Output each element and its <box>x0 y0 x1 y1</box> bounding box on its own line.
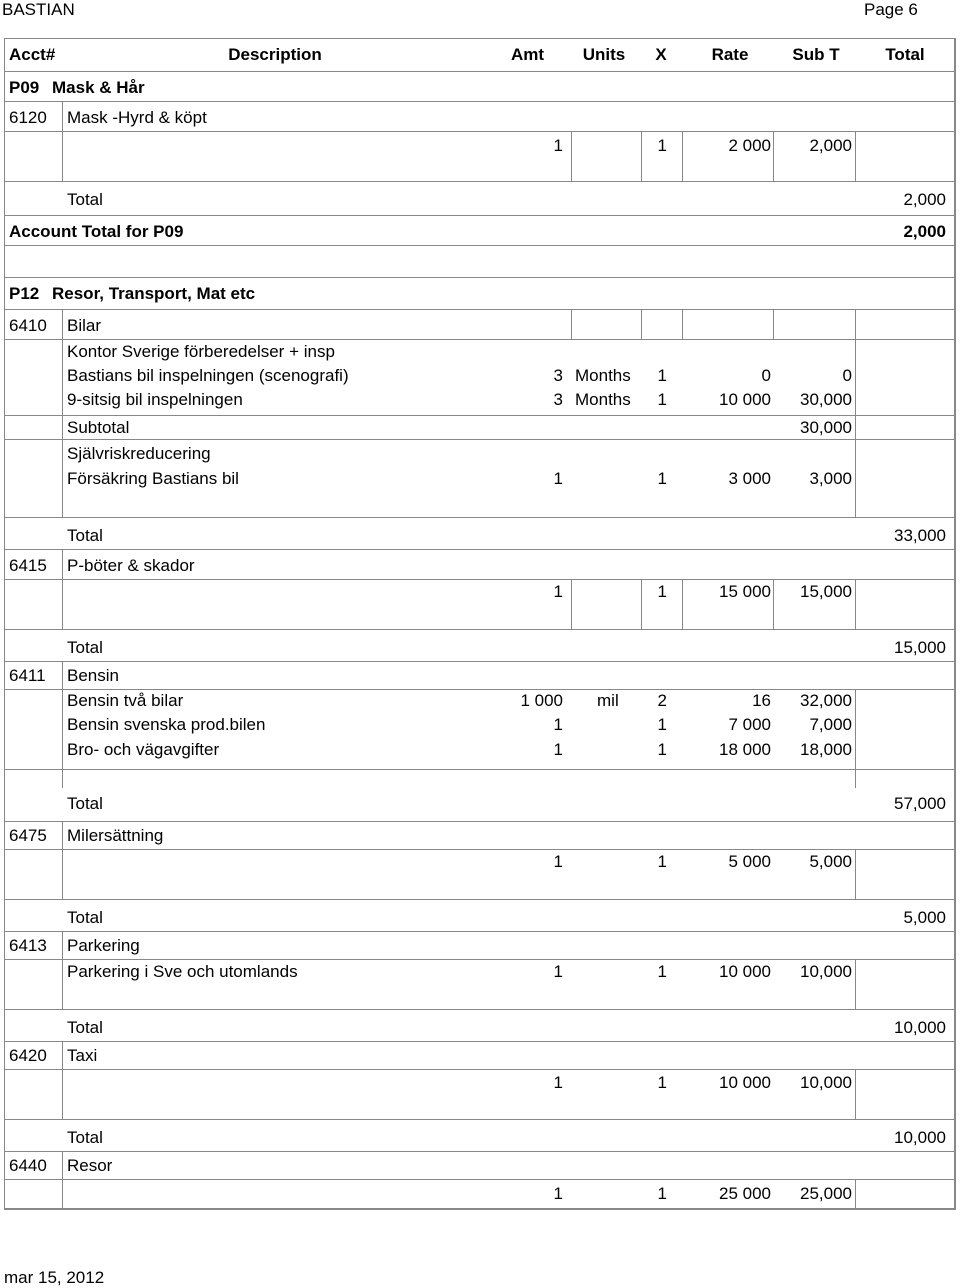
line-amt: 1 <box>553 469 563 488</box>
line-amt: 1 <box>553 715 563 734</box>
page-number: Page 6 <box>864 0 918 19</box>
line-items-box <box>5 131 954 181</box>
subtotal-label: Subtotal <box>67 418 130 437</box>
account-name: Bensin <box>67 666 119 685</box>
account-row <box>5 931 954 959</box>
account-number: 6420 <box>9 1046 47 1065</box>
line-items-box <box>5 1069 954 1119</box>
line-amt: 3 <box>553 390 563 409</box>
line-subtotal: 10,000 <box>800 1073 852 1092</box>
line-items-box <box>5 439 954 517</box>
account-total-label: Total <box>67 1018 103 1037</box>
line-rate: 7 000 <box>728 715 771 734</box>
line-description: Kontor Sverige förberedelser + insp <box>67 342 335 361</box>
line-description: Självriskreducering <box>67 444 211 463</box>
line-rate: 10 000 <box>719 962 771 981</box>
line-rate: 3 000 <box>728 469 771 488</box>
account-total-value: 33,000 <box>894 526 946 545</box>
line-x: 1 <box>657 1184 667 1203</box>
account-row <box>5 549 954 579</box>
account-total-value: 15,000 <box>894 638 946 657</box>
line-subtotal: 15,000 <box>800 582 852 601</box>
group-code: P12 <box>9 284 40 303</box>
subtotal-value: 30,000 <box>800 418 852 437</box>
column-header-row <box>5 39 954 71</box>
line-units: mil <box>597 691 619 710</box>
group-name: Resor, Transport, Mat etc <box>52 284 256 303</box>
account-number: 6120 <box>9 108 47 127</box>
account-total-row <box>5 181 954 215</box>
line-amt: 1 <box>553 962 563 981</box>
account-total-label: Total <box>67 794 103 813</box>
line-subtotal: 7,000 <box>809 715 852 734</box>
line-description: Bensin svenska prod.bilen <box>67 715 266 734</box>
account-number: 6413 <box>9 936 47 955</box>
line-amt: 1 <box>553 1184 563 1203</box>
account-total-value: 5,000 <box>903 908 946 927</box>
line-x: 1 <box>657 715 667 734</box>
print-date: mar 15, 2012 <box>4 1268 105 1287</box>
account-row <box>5 1151 954 1179</box>
spacer-row <box>5 245 954 277</box>
column-header-x: X <box>655 45 667 64</box>
account-total-label: Total <box>67 190 103 209</box>
group-total-row <box>5 215 954 245</box>
column-header-amt: Amt <box>510 45 545 64</box>
line-amt: 1 000 <box>520 691 563 710</box>
column-header-rate: Rate <box>711 45 749 64</box>
account-total-value: 2,000 <box>903 190 946 209</box>
line-items-box <box>5 579 954 629</box>
line-rate: 5 000 <box>728 852 771 871</box>
account-total-row <box>5 769 954 821</box>
line-amt: 1 <box>553 852 563 871</box>
account-row <box>5 101 954 131</box>
line-x: 1 <box>657 1073 667 1092</box>
group-total-value: 2,000 <box>903 222 946 241</box>
line-items-box <box>5 1179 954 1209</box>
line-rate: 18 000 <box>719 740 771 759</box>
column-header-units: Units <box>582 45 626 64</box>
line-subtotal: 0 <box>842 366 852 385</box>
column-header-description: Description <box>228 45 322 64</box>
account-name: Resor <box>67 1156 113 1175</box>
line-rate: 15 000 <box>719 582 771 601</box>
account-total-value: 10,000 <box>894 1018 946 1037</box>
line-rate: 10 000 <box>719 1073 771 1092</box>
budget-sheet <box>4 38 956 1210</box>
line-subtotal: 2,000 <box>809 136 852 155</box>
line-description: 9-sitsig bil inspelningen <box>67 390 243 409</box>
line-subtotal: 5,000 <box>809 852 852 871</box>
group-header <box>5 71 954 101</box>
account-name: Mask -Hyrd & köpt <box>67 108 207 127</box>
account-name: Milersättning <box>67 826 164 845</box>
group-code: P09 <box>9 78 40 97</box>
group-header <box>5 277 954 309</box>
line-x: 1 <box>657 852 667 871</box>
account-name: P-böter & skador <box>67 556 195 575</box>
line-items-box <box>5 849 954 899</box>
line-amt: 1 <box>553 582 563 601</box>
account-total-value: 10,000 <box>894 1128 946 1147</box>
group-total-label: Account Total for P09 <box>9 222 184 241</box>
account-total-label: Total <box>67 638 103 657</box>
document-title: BASTIAN <box>2 0 75 19</box>
account-total-label: Total <box>67 526 103 545</box>
account-row <box>5 1041 954 1069</box>
line-amt: 1 <box>553 740 563 759</box>
account-number: 6411 <box>9 666 46 685</box>
line-subtotal: 32,000 <box>800 691 852 710</box>
line-rate: 0 <box>761 366 771 385</box>
line-subtotal: 10,000 <box>800 962 852 981</box>
account-total-row <box>5 1009 954 1041</box>
account-name: Parkering <box>67 936 140 955</box>
account-name: Bilar <box>67 316 102 335</box>
line-amt: 1 <box>553 136 563 155</box>
account-total-value: 57,000 <box>894 794 946 813</box>
line-amt: 1 <box>553 1073 563 1092</box>
line-subtotal: 25,000 <box>800 1184 852 1203</box>
column-header-total: Total <box>885 45 925 64</box>
line-description: Parkering i Sve och utomlands <box>67 962 298 981</box>
line-items-box <box>5 689 954 769</box>
account-row <box>5 309 954 339</box>
line-description: Bro- och vägavgifter <box>67 740 220 759</box>
line-units: Months <box>575 390 631 409</box>
account-number: 6440 <box>9 1156 47 1175</box>
account-name: Taxi <box>67 1046 98 1065</box>
line-amt: 3 <box>553 366 563 385</box>
line-x: 1 <box>657 136 667 155</box>
line-x: 1 <box>657 469 667 488</box>
line-x: 1 <box>657 962 667 981</box>
line-items-box <box>5 959 954 1009</box>
line-rate: 25 000 <box>719 1184 771 1203</box>
account-total-row <box>5 899 954 931</box>
line-subtotal: 3,000 <box>809 469 852 488</box>
line-description: Bastians bil inspelningen (scenografi) <box>67 366 349 385</box>
line-x: 1 <box>657 740 667 759</box>
account-total-label: Total <box>67 908 103 927</box>
line-rate: 2 000 <box>728 136 771 155</box>
account-row <box>5 821 954 849</box>
column-header-subt: Sub T <box>792 45 840 64</box>
line-units: Months <box>575 366 631 385</box>
line-x: 1 <box>657 390 667 409</box>
account-row <box>5 661 954 689</box>
account-total-row <box>5 1119 954 1151</box>
line-rate: 16 <box>752 691 771 710</box>
account-total-row <box>5 629 954 661</box>
line-items-box <box>5 339 954 415</box>
group-name: Mask & Hår <box>52 78 145 97</box>
line-subtotal: 18,000 <box>800 740 852 759</box>
account-total-label: Total <box>67 1128 103 1147</box>
account-total-row <box>5 517 954 549</box>
line-x: 2 <box>657 691 667 710</box>
line-description: Försäkring Bastians bil <box>67 469 239 488</box>
line-x: 1 <box>657 366 667 385</box>
line-subtotal: 30,000 <box>800 390 852 409</box>
line-x: 1 <box>657 582 667 601</box>
line-rate: 10 000 <box>719 390 771 409</box>
account-number: 6475 <box>9 826 47 845</box>
account-number: 6415 <box>9 556 47 575</box>
line-description: Bensin två bilar <box>67 691 184 710</box>
column-header-acct: Acct# <box>9 45 56 64</box>
subtotal-row <box>5 415 954 439</box>
account-number: 6410 <box>9 316 47 335</box>
